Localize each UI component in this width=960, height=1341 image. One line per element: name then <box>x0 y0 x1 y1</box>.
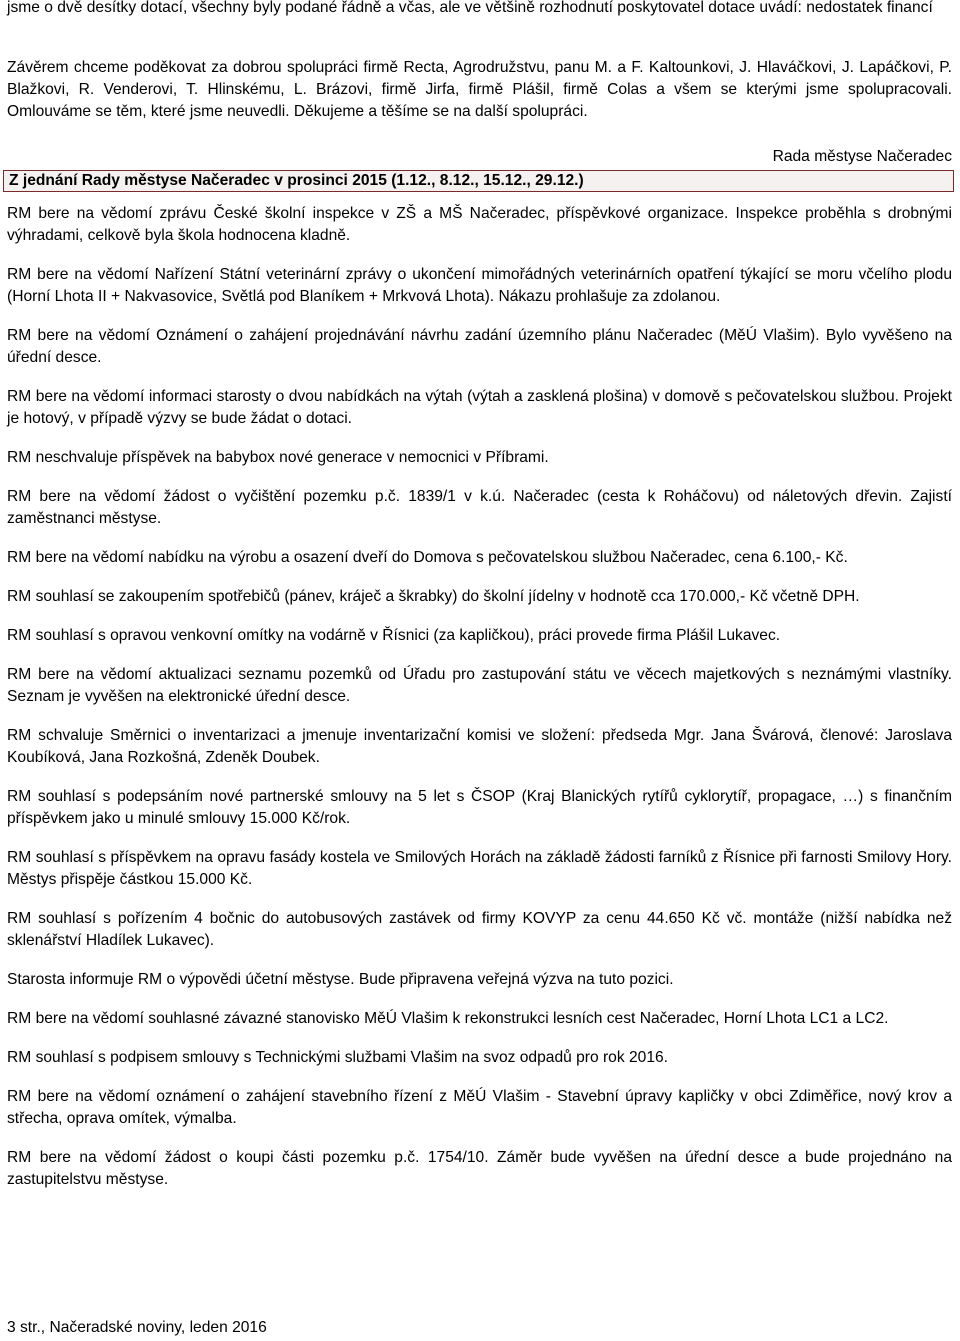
page-footer: 3 str., Načeradské noviny, leden 2016 <box>7 1319 267 1336</box>
council-item: RM bere na vědomí souhlasné závazné stanovisko MěÚ Vlašim k rekonstrukci lesních cest Načeradec, Horní Lhota LC1 a LC2. <box>7 1010 889 1027</box>
council-item: RM bere na vědomí zprávu České školní inspekce v ZŠ a MŠ Načeradec, příspěvkové organizace. Inspekce proběhla s drobnými výhradami, celkově byla škola hodnocena kladně. <box>7 205 952 244</box>
council-item: RM bere na vědomí Nařízení Státní veterinární zprávy o ukončení mimořádných veterinárních opatření týkající se moru včelího plodu (Horní Lhota II + Nakvasovice, Světlá pod Blaníkem + Mrkvová Lhota). Nákazu prohlašuje za zdolanou. <box>7 266 952 305</box>
signature: Rada městyse Načeradec <box>772 148 952 165</box>
council-item: RM neschvaluje příspěvek na babybox nové generace v nemocnici v Příbrami. <box>7 449 549 466</box>
council-item: RM schvaluje Směrnici o inventarizaci a jmenuje inventarizační komisi ve složení: předseda Mgr. Jana Švárová, členové: Jaroslava Koubíková, Jana Rozkošná, Zdeněk Doubek. <box>7 727 952 766</box>
council-item: RM souhlasí s opravou venkovní omítky na vodárně v Řísnici (za kapličkou), práci provede firma Plášil Lukavec. <box>7 627 781 644</box>
council-items-list <box>7 203 952 1208</box>
council-item: RM souhlasí s příspěvkem na opravu fasády kostela ve Smilových Horách na základě žádosti farníků z Řísnice při farnosti Smilovy Hory. Městys přispěje částkou 15.000 Kč. <box>7 849 952 888</box>
council-item: RM souhlasí s podpisem smlouvy s Technickými službami Vlašim na svoz odpadů pro rok 2016. <box>7 1049 669 1066</box>
council-item: RM bere na vědomí žádost o koupi části pozemku p.č. 1754/10. Záměr bude vyvěšen na úřední desce a bude projednáno na zastupitelstvu městyse. <box>7 1149 952 1188</box>
council-item: RM bere na vědomí nabídku na výrobu a osazení dveří do Domova s pečovatelskou službou Načeradec, cena 6.100,- Kč. <box>7 549 848 566</box>
council-item: RM souhlasí se zakoupením spotřebičů (pánev, kráječ a škrabky) do školní jídelny v hodnotě cca 170.000,- Kč včetně DPH. <box>7 588 860 605</box>
council-item: RM souhlasí s podepsáním nové partnerské smlouvy na 5 let s ČSOP (Kraj Blanických rytířů cyklorytíř, propagace, …) s finančním příspěvkem jako u minulé smlouvy 15.000 Kč/rok. <box>7 788 952 827</box>
thanks-paragraph: Závěrem chceme poděkovat za dobrou spolupráci firmě Recta, Agrodružstvu, panu M. a F. Kaltounkovi, J. Hlaváčkovi, J. Lapáčkovi, P. Blažkovi, R. Venderovi, T. Hlinskému, L. Brázovi, firmě Jirfa, firmě Plášil, firmě Colas a všem se kterými jsme spolupracovali. Omlouváme se těm, které jsme neuvedli. Děkujeme a těšíme se na další spolupráci. <box>7 59 952 120</box>
council-item: RM bere na vědomí žádost o vyčištění pozemku p.č. 1839/1 v k.ú. Načeradec (cesta k Roháčovu) od náletových dřevin. Zajistí zaměstnanci městyse. <box>7 488 952 527</box>
intro-paragraph: jsme o dvě desítky dotací, všechny byly podané řádně a včas, ale ve většině rozhodnutí poskytovatel dotace uvádí: nedostatek financí <box>7 0 933 16</box>
council-item: RM souhlasí s pořízením 4 bočnic do autobusových zastávek od firmy KOVYP za cenu 44.650 Kč vč. montáže (nižší nabídka než sklenářství Hladílek Lukavec). <box>7 910 952 949</box>
council-item: RM bere na vědomí Oznámení o zahájení projednávání návrhu zadání územního plánu Načeradec (MěÚ Vlašim). Bylo vyvěšeno na úřední desce. <box>7 327 952 366</box>
council-item: RM bere na vědomí aktualizaci seznamu pozemků od Úřadu pro zastupování státu ve věcech majetkových s neznámými vlastníky. Seznam je vyvěšen na elektronické úřední desce. <box>7 666 952 705</box>
council-item: RM bere na vědomí oznámení o zahájení stavebního řízení z MěÚ Vlašim - Stavební úpravy kapličky v obci Zdiměřice, nový krov a střecha, oprava omítek, výmalba. <box>7 1088 952 1127</box>
council-item: RM bere na vědomí informaci starosty o dvou nabídkách na výtah (výtah a zasklená plošina) v domově s pečovatelskou službou. Projekt je hotový, v případě výzvy se bude žádat o dotaci. <box>7 388 952 427</box>
council-item: Starosta informuje RM o výpovědi účetní městyse. Bude připravena veřejná výzva na tuto pozici. <box>7 971 674 988</box>
section-heading: Z jednání Rady městyse Načeradec v prosinci 2015 (1.12., 8.12., 15.12., 29.12.) <box>3 170 954 192</box>
